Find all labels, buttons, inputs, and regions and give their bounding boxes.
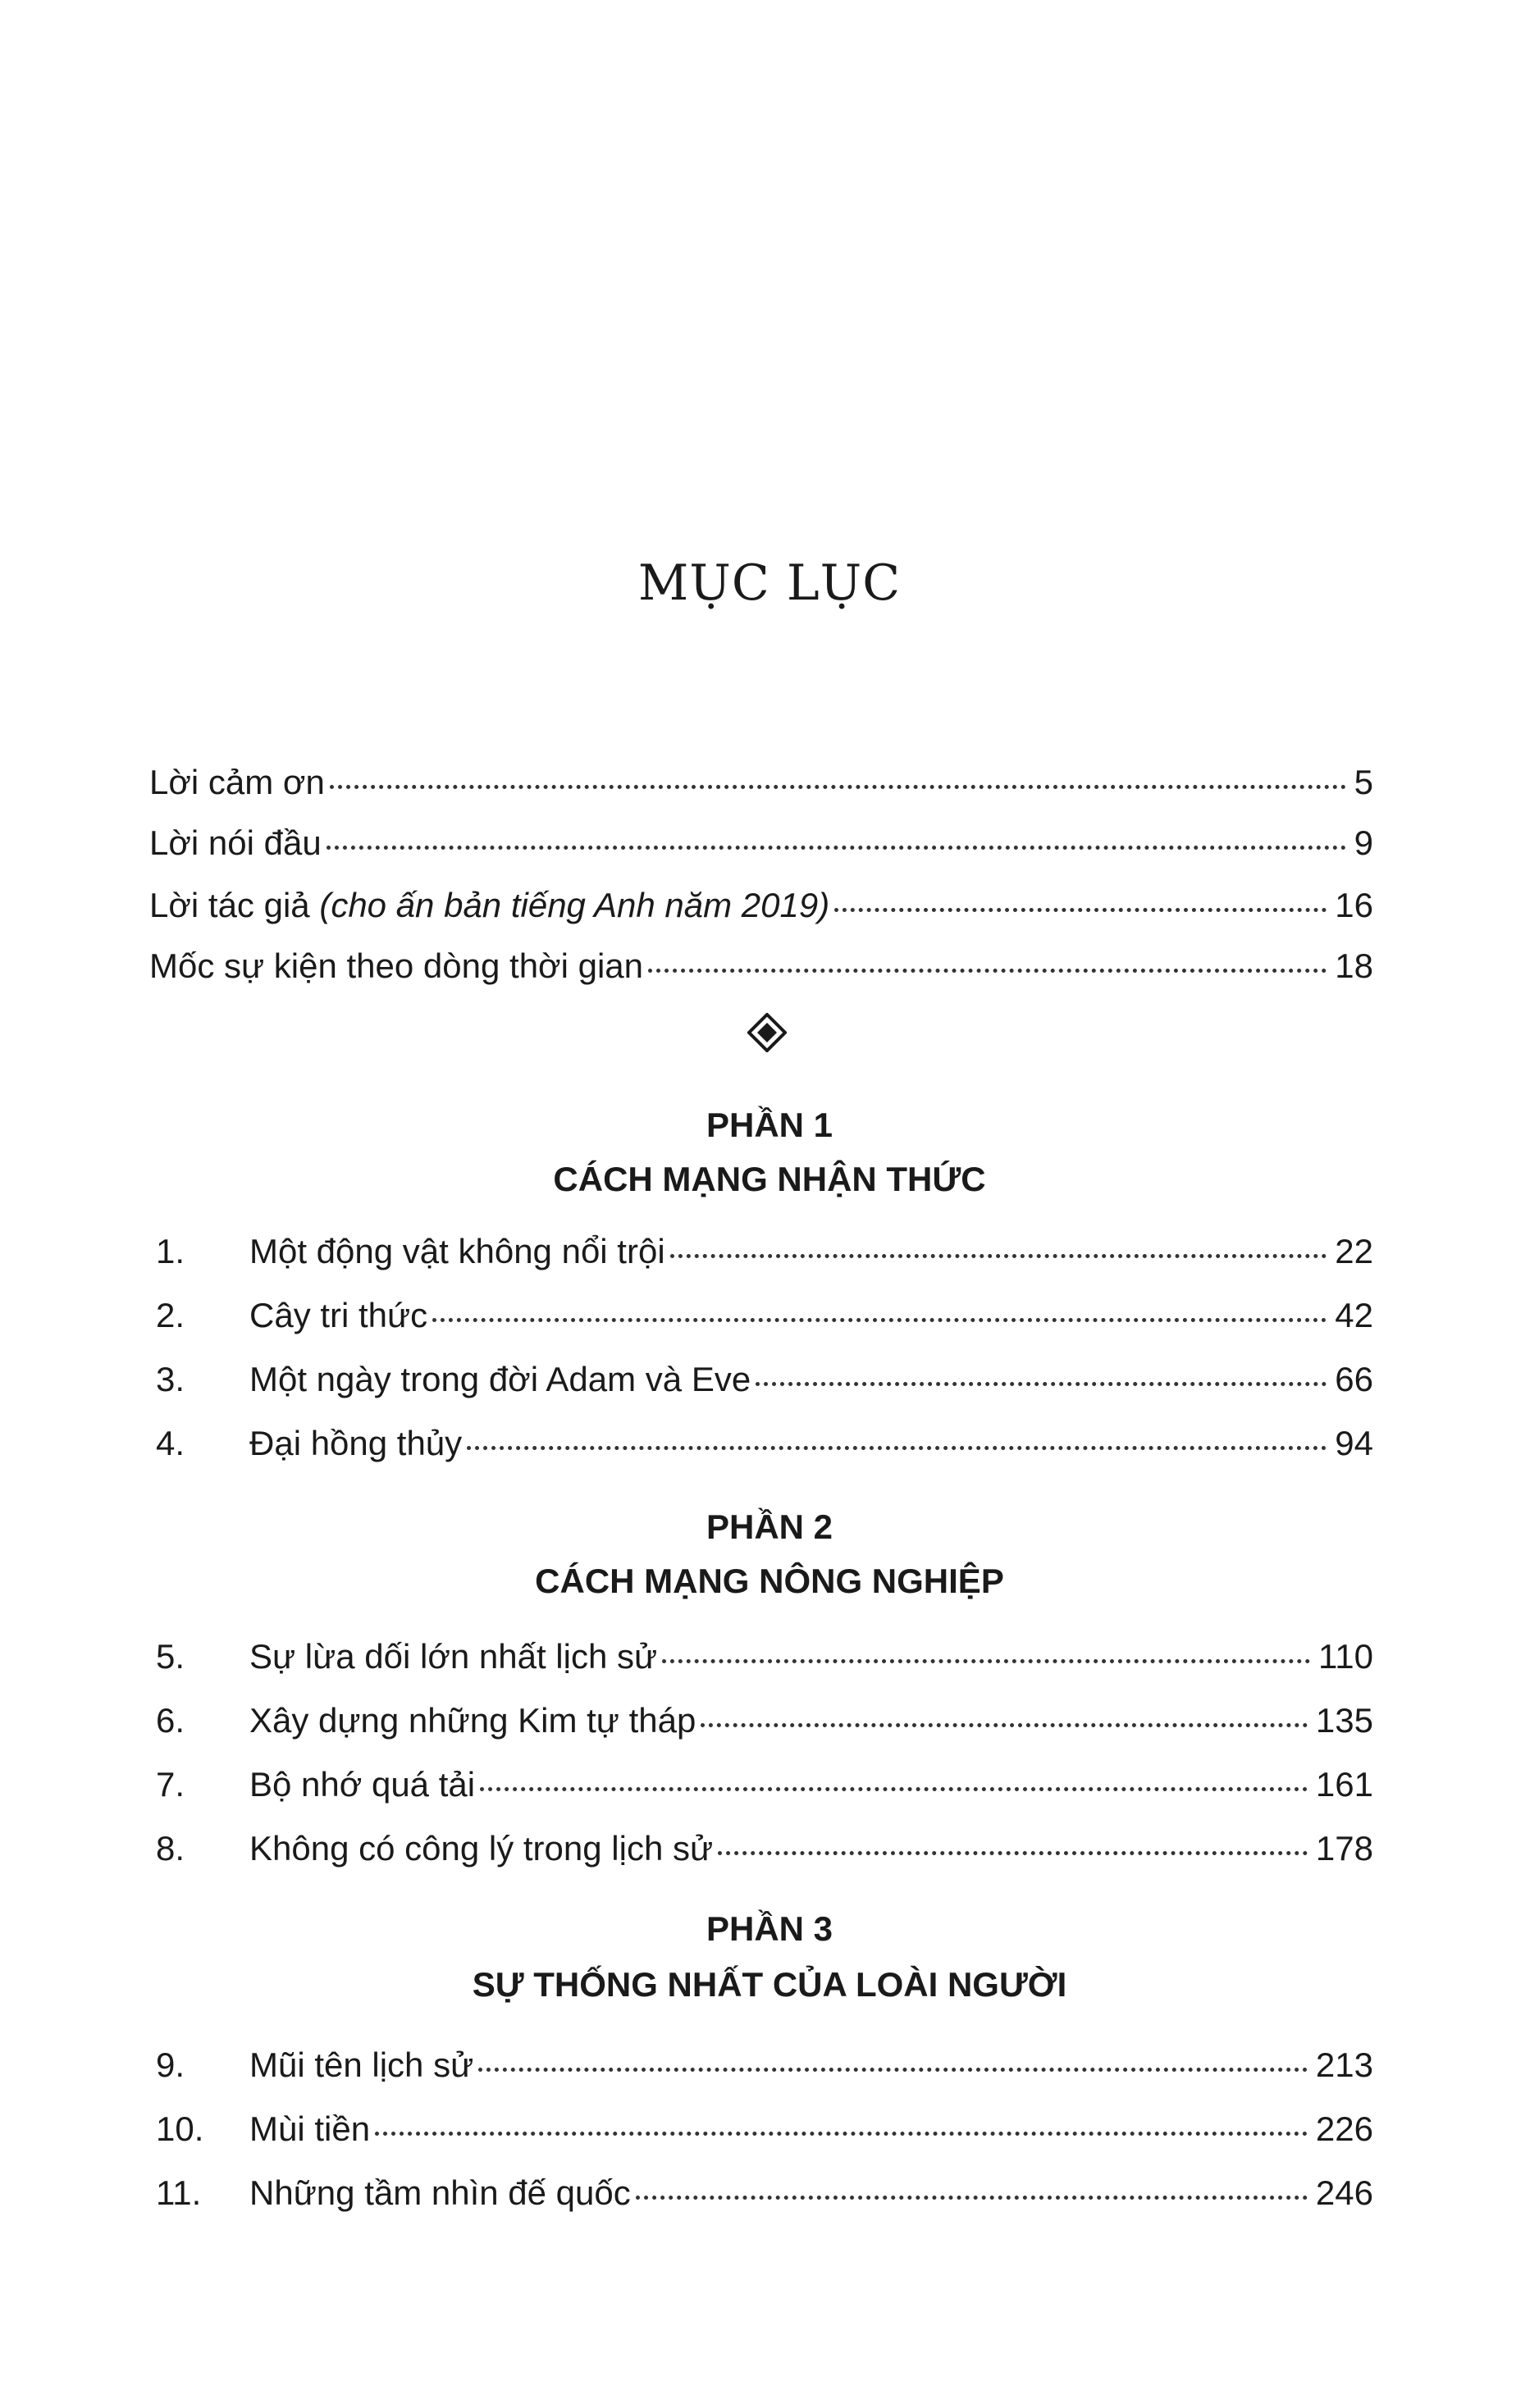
part-2-label: PHẦN 2 <box>706 1507 833 1546</box>
toc-entry-foreword[interactable] <box>149 822 1373 868</box>
entry-title-main: Lời tác giả <box>149 886 320 924</box>
chapter-title: Sự lừa dối lớn nhất lịch sử <box>249 1637 658 1676</box>
entry-title: Mốc sự kiện theo dòng thời gian <box>149 946 644 985</box>
chapter-page: 213 <box>1315 2045 1373 2084</box>
chapter-number: 6. <box>156 1701 185 1740</box>
dot-leader <box>670 1254 1327 1258</box>
entry-page: 5 <box>1354 763 1373 801</box>
dot-leader <box>478 2068 1308 2072</box>
dot-leader <box>718 1851 1308 1855</box>
page-title: MỤC LỤC <box>637 554 902 612</box>
toc-chapter-5[interactable] <box>156 1635 1373 1681</box>
dot-leader <box>756 1382 1327 1386</box>
part-3-title: SỰ THỐNG NHẤT CỦA LOÀI NGƯỜI <box>472 1965 1067 2004</box>
chapter-title: Xây dựng những Kim tự tháp <box>249 1701 696 1740</box>
toc-chapter-1[interactable] <box>156 1230 1373 1276</box>
chapter-title: Đại hồng thủy <box>249 1424 463 1462</box>
chapter-page: 22 <box>1335 1232 1373 1270</box>
dot-leader <box>834 908 1327 912</box>
entry-page: 16 <box>1335 886 1373 924</box>
chapter-page: 66 <box>1335 1360 1373 1398</box>
chapter-page: 110 <box>1318 1637 1373 1676</box>
dot-leader <box>701 1723 1308 1727</box>
chapter-title: Bộ nhớ quá tải <box>249 1765 476 1804</box>
dot-leader <box>432 1318 1327 1322</box>
dot-leader <box>327 846 1346 850</box>
chapter-number: 3. <box>156 1360 185 1398</box>
chapter-page: 94 <box>1335 1424 1373 1462</box>
toc-chapter-3[interactable] <box>156 1358 1373 1404</box>
chapter-number: 11. <box>156 2173 202 2212</box>
chapter-page: 226 <box>1315 2109 1373 2148</box>
part-3-label: PHẦN 3 <box>706 1909 833 1948</box>
part-2-title: CÁCH MẠNG NÔNG NGHIỆP <box>535 1562 1004 1600</box>
toc-entry-acknowledgements[interactable] <box>149 761 1373 807</box>
chapter-title: Mùi tiền <box>249 2109 371 2148</box>
chapter-page: 135 <box>1315 1701 1373 1740</box>
toc-chapter-9[interactable] <box>156 2044 1373 2090</box>
toc-entry-timeline[interactable] <box>149 945 1373 991</box>
chapter-title: Một động vật không nổi trội <box>249 1232 665 1270</box>
chapter-page: 161 <box>1315 1765 1373 1804</box>
chapter-number: 5. <box>156 1637 185 1676</box>
toc-chapter-11[interactable] <box>156 2172 1373 2218</box>
diamond-ornament-icon <box>747 1013 787 1052</box>
chapter-title: Cây tri thức <box>249 1296 428 1334</box>
entry-title <box>149 884 829 927</box>
chapter-number: 2. <box>156 1296 185 1334</box>
chapter-page: 246 <box>1315 2173 1373 2212</box>
dot-leader <box>648 969 1327 973</box>
dot-leader <box>330 785 1346 789</box>
entry-page: 9 <box>1354 823 1373 862</box>
chapter-number: 8. <box>156 1829 185 1868</box>
part-1-title: CÁCH MẠNG NHẬN THỨC <box>553 1160 986 1198</box>
chapter-title: Mũi tên lịch sử <box>249 2045 474 2084</box>
toc-chapter-10[interactable] <box>156 2108 1373 2154</box>
toc-chapter-4[interactable] <box>156 1422 1373 1468</box>
chapter-title: Không có công lý trong lịch sử <box>249 1829 714 1868</box>
toc-chapter-6[interactable] <box>156 1699 1373 1745</box>
toc-entry-author-note[interactable] <box>149 884 1373 930</box>
dot-leader <box>467 1446 1327 1450</box>
chapter-title: Một ngày trong đời Adam và Eve <box>249 1360 751 1398</box>
chapter-number: 9. <box>156 2045 185 2084</box>
chapter-page: 42 <box>1335 1296 1373 1334</box>
toc-chapter-8[interactable] <box>156 1827 1373 1873</box>
dot-leader <box>662 1659 1310 1663</box>
entry-title: Lời cảm ơn <box>149 763 325 801</box>
dot-leader <box>636 2196 1308 2200</box>
chapter-number: 1. <box>156 1232 185 1270</box>
dot-leader <box>480 1787 1308 1791</box>
toc-chapter-2[interactable] <box>156 1294 1373 1340</box>
chapter-number: 10. <box>156 2109 204 2148</box>
chapter-number: 4. <box>156 1424 185 1462</box>
toc-chapter-7[interactable] <box>156 1763 1373 1809</box>
dot-leader <box>375 2132 1308 2136</box>
entry-page: 18 <box>1335 946 1373 985</box>
chapter-title: Những tầm nhìn đế quốc <box>249 2173 631 2212</box>
entry-title: Lời nói đầu <box>149 823 322 862</box>
chapter-number: 7. <box>156 1765 185 1804</box>
entry-title-italic: (cho ấn bản tiếng Anh năm 2019) <box>319 886 830 924</box>
chapter-page: 178 <box>1315 1829 1373 1868</box>
part-1-label: PHẦN 1 <box>706 1106 833 1144</box>
